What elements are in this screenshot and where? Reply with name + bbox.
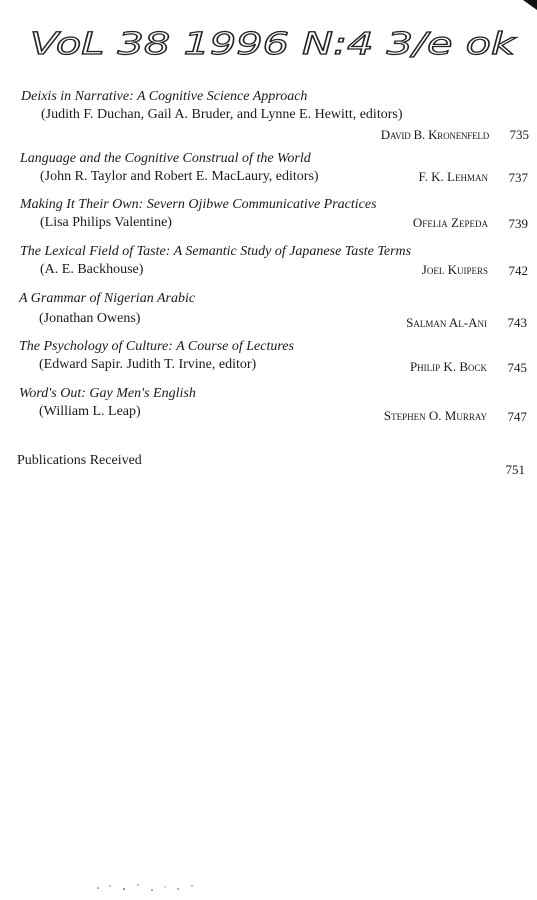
book-authors <box>20 168 530 186</box>
book-title: Deixis in Narrative: A Cognitive Science Approach <box>21 89 308 104</box>
book-title: A Grammar of Nigerian Arabic <box>19 291 196 306</box>
book-authors <box>20 261 530 279</box>
page-number: 735 <box>509 127 529 142</box>
toc-entry <box>20 196 530 232</box>
book-authors <box>20 214 530 232</box>
book-authors: (Judith F. Duchan, Gail A. Bruder, and Lynne E. Hewitt, editors) <box>41 107 403 122</box>
reviewer-line <box>21 124 531 142</box>
reviewer-name: David B. Kronenfeld <box>380 127 489 142</box>
publications-received <box>17 452 527 477</box>
reviewer-name: Joel Kuipers <box>421 262 488 277</box>
toc-entry <box>19 338 529 374</box>
page-number: 742 <box>508 263 528 278</box>
book-authors-text: (Jonathan Owens) <box>39 311 141 326</box>
corner-fold-mark <box>523 0 537 10</box>
page-number: 743 <box>507 315 527 330</box>
book-authors <box>19 403 529 424</box>
book-authors-text: (John R. Taylor and Robert E. MacLaury, editors) <box>40 169 319 184</box>
handwritten-annotation-text: VoL 38 1996 N:4 3/e ok <box>30 27 518 62</box>
book-title: Word's Out: Gay Men's English <box>19 386 196 401</box>
reviewer-name: Ofelia Zepeda <box>412 215 488 230</box>
page-number: 751 <box>505 462 525 477</box>
toc-entry <box>19 385 529 424</box>
toc-entry <box>20 150 530 186</box>
page-number: 747 <box>507 409 527 424</box>
page-number: 745 <box>507 360 527 375</box>
book-authors <box>19 310 529 328</box>
book-authors-text: (A. E. Backhouse) <box>40 262 144 277</box>
book-title: Making It Their Own: Severn Ojibwe Communicative Practices <box>20 197 377 212</box>
page-number: 737 <box>508 170 528 185</box>
reviewer-name: Stephen O. Murray <box>383 408 487 423</box>
reviewer-name: Salman Al-Ani <box>406 315 487 330</box>
toc-entry <box>21 88 531 142</box>
book-title: The Psychology of Culture: A Course of Lectures <box>19 339 294 354</box>
book-authors-text: (Edward Sapir. Judith T. Irvine, editor) <box>39 357 257 372</box>
reviewer-name: Philip K. Bock <box>409 359 487 374</box>
page-number: 739 <box>508 216 528 231</box>
publications-received-label: Publications Received <box>17 453 142 468</box>
book-title: The Lexical Field of Taste: A Semantic Study of Japanese Taste Terms <box>20 244 412 259</box>
toc-entry <box>20 243 530 279</box>
book-authors-text: (Lisa Philips Valentine) <box>40 215 172 230</box>
table-of-contents <box>0 88 537 424</box>
book-authors-text: (William L. Leap) <box>39 404 141 419</box>
scan-specks <box>90 880 210 894</box>
toc-entry <box>19 290 529 330</box>
reviewer-name: F. K. Lehman <box>418 169 488 184</box>
handwritten-annotation <box>30 18 520 68</box>
book-title: Language and the Cognitive Construal of the World <box>20 151 311 166</box>
book-authors <box>19 356 529 374</box>
